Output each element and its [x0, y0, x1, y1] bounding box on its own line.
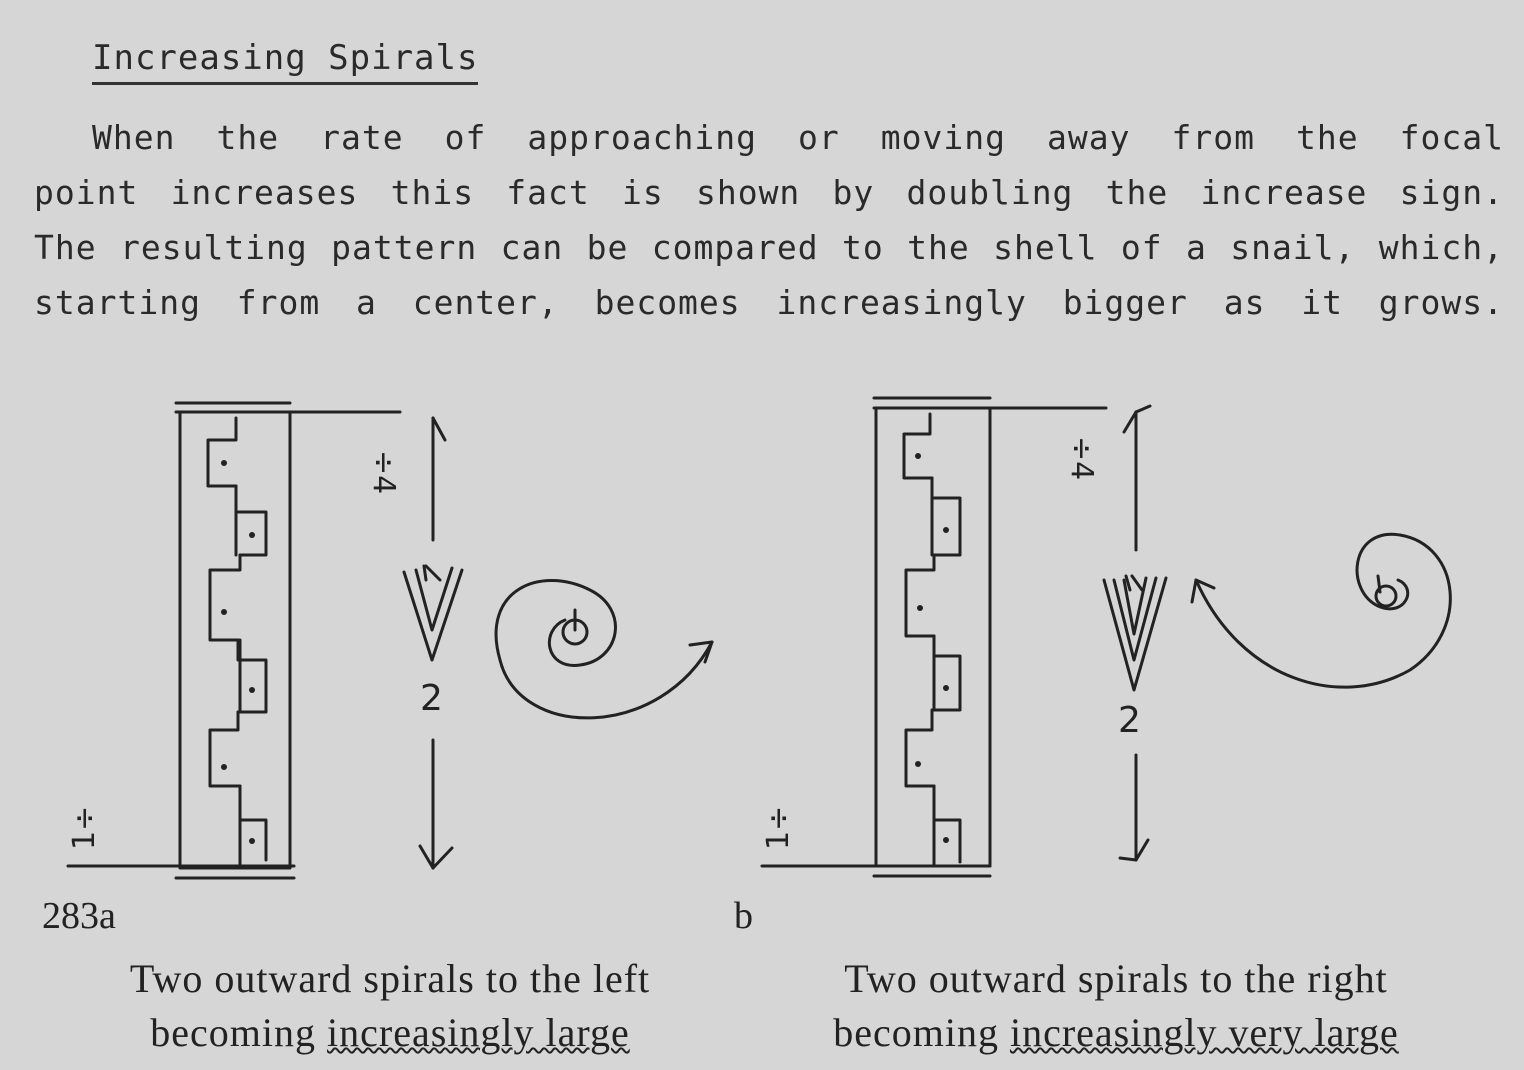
figure-a-top-sign: ÷4	[366, 450, 401, 495]
figure-b-caption-line-1: Two outward spirals to the right	[844, 956, 1388, 1001]
figure-a-caption	[40, 952, 740, 1060]
figure-a-spiral	[496, 581, 712, 718]
paragraph-line-3: The resulting pattern can be compared to the shell of a snail, which,	[34, 228, 1504, 267]
figure-a-caption-underlined: increasingly large	[327, 1010, 630, 1055]
paragraph-line-4: starting from a center, becomes increasingly bigger as it grows.	[34, 283, 1504, 322]
figure-b-caption-line-2	[746, 1006, 1486, 1060]
figure-b-count: 2	[1118, 700, 1141, 741]
figure-b-bottom-sign: 1÷	[761, 805, 796, 850]
figure-b-top-sign: ÷4	[1064, 436, 1099, 481]
figure-b-caption-line-2-plain: becoming	[833, 1010, 1010, 1055]
section-heading: Increasing Spirals	[92, 38, 478, 85]
figure-a-bottom-sign: 1÷	[67, 805, 102, 850]
figure-a-caption-line-2-plain: becoming	[150, 1010, 327, 1055]
figure-a-caption-line-1: Two outward spirals to the left	[129, 956, 651, 1001]
paragraph-line-1: When the rate of approaching or moving away from the focal	[92, 118, 1504, 157]
figure-b-caption-underlined: increasingly very large	[1009, 1010, 1399, 1055]
figure-b-spiral	[1192, 534, 1450, 687]
figure-a-label: 283a	[42, 895, 116, 937]
figure-a-count: 2	[420, 678, 443, 719]
figure-b-label: b	[734, 895, 753, 937]
figure-b-staff	[762, 398, 1106, 876]
figure-a-staff	[68, 403, 400, 878]
paragraph-line-2: point increases this fact is shown by doubling the increase sign.	[34, 173, 1504, 212]
figure-b-arrow	[1104, 406, 1166, 860]
figure-a-arrow	[404, 418, 462, 868]
figure-a-caption-line-2	[40, 1006, 740, 1060]
figure-b-caption	[746, 952, 1486, 1060]
